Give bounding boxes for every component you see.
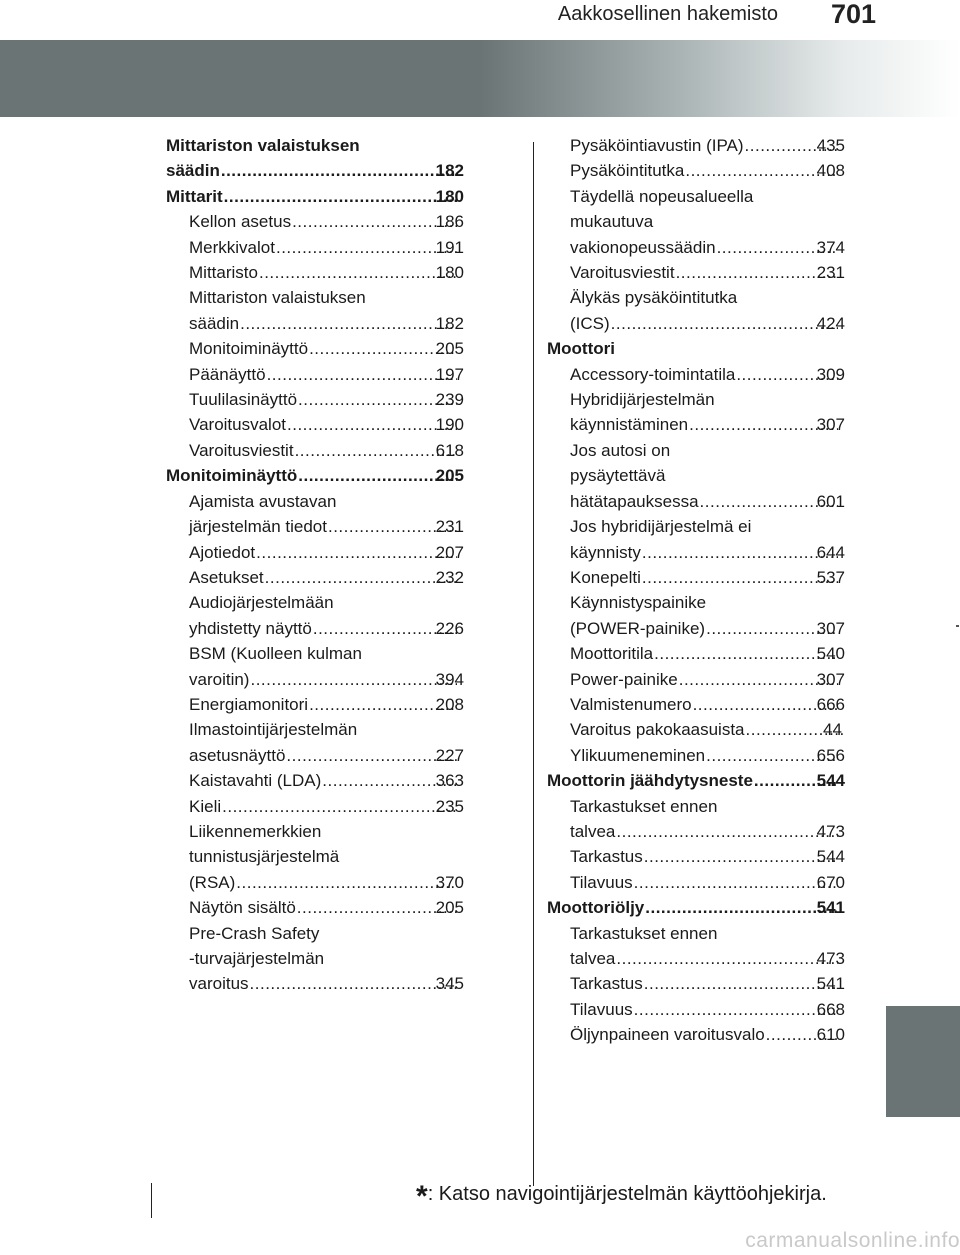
page-ref: 394 bbox=[435, 669, 464, 689]
page-ref: 424 bbox=[816, 313, 845, 333]
entry-text: Monitoiminäyttö bbox=[166, 466, 298, 486]
entry-text: (ICS) bbox=[570, 313, 610, 333]
bottom-left-rule bbox=[151, 1183, 152, 1218]
index-subentry bbox=[547, 565, 845, 590]
entry-text: Varoitusviestit bbox=[189, 440, 294, 460]
page-ref: 670 bbox=[816, 872, 845, 892]
index-subentry bbox=[547, 184, 845, 260]
page-ref: 541 bbox=[816, 974, 845, 994]
index-subentry bbox=[166, 540, 464, 565]
dot-leader bbox=[287, 412, 457, 437]
page-ref: 345 bbox=[435, 974, 464, 994]
entry-text-line: Tarkastukset ennen bbox=[570, 796, 718, 816]
index-subentry bbox=[547, 844, 845, 869]
entry-text: Valmistenumero bbox=[570, 694, 692, 714]
page-ref: 205 bbox=[435, 339, 464, 359]
dot-leader bbox=[693, 692, 838, 717]
page-ref: 473 bbox=[816, 949, 845, 968]
entry-text: asetusnäyttö bbox=[189, 745, 286, 765]
page-ref: 182 bbox=[435, 161, 464, 181]
dot-leader bbox=[259, 260, 457, 285]
dot-leader bbox=[642, 540, 838, 565]
dot-leader bbox=[676, 260, 838, 285]
entry-text: Moottoritila bbox=[570, 644, 654, 664]
dot-leader bbox=[611, 311, 838, 336]
dot-leader bbox=[295, 438, 457, 463]
entry-text-line: mukautuva bbox=[570, 212, 654, 232]
entry-text: järjestelmän tiedot bbox=[189, 517, 327, 537]
index-subentry bbox=[547, 1022, 845, 1047]
page-ref: 232 bbox=[435, 567, 464, 587]
dot-leader bbox=[634, 997, 838, 1022]
index-subentry bbox=[166, 590, 464, 641]
index-subentry bbox=[547, 438, 845, 514]
chapter-tab bbox=[886, 1006, 960, 1117]
dot-leader bbox=[276, 235, 457, 260]
index-subentry bbox=[166, 692, 464, 717]
dot-leader bbox=[644, 971, 838, 996]
index-subentry bbox=[166, 489, 464, 540]
page-ref: 363 bbox=[435, 771, 464, 791]
dot-leader bbox=[309, 692, 457, 717]
index-subentry bbox=[547, 667, 845, 692]
entry-text: Tarkastus bbox=[570, 974, 643, 994]
dot-leader bbox=[654, 641, 837, 666]
entry-text: vakionopeussäädin bbox=[570, 237, 716, 257]
dot-leader bbox=[298, 387, 457, 412]
entry-text: Accessory-toimintatila bbox=[570, 364, 736, 384]
page-ref: 186 bbox=[435, 212, 464, 232]
page-ref: 239 bbox=[435, 390, 464, 410]
entry-text: (POWER-painike) bbox=[570, 618, 706, 638]
dot-leader bbox=[265, 565, 457, 590]
dot-leader bbox=[309, 336, 457, 361]
page-ref: 473 bbox=[816, 821, 845, 841]
entry-text: säädin bbox=[189, 313, 240, 333]
page-ref: 618 bbox=[435, 440, 464, 460]
entry-text: Pysäköintiavustin (IPA) bbox=[570, 136, 744, 155]
watermark: carmanualsonline.info bbox=[745, 1229, 960, 1252]
page-ref: 540 bbox=[816, 644, 845, 664]
dot-leader bbox=[644, 844, 838, 869]
entry-text: Moottori bbox=[547, 339, 615, 359]
entry-text: Ajotiedot bbox=[189, 542, 256, 562]
index-subentry bbox=[547, 870, 845, 895]
entry-text-line: BSM (Kuolleen kulman bbox=[189, 644, 362, 664]
index-heading bbox=[166, 184, 464, 209]
entry-text: Kellon asetus bbox=[189, 212, 292, 232]
index-heading bbox=[166, 133, 464, 184]
index-subentry bbox=[547, 641, 845, 666]
index-subentry bbox=[547, 590, 845, 641]
entry-text-line: Jos autosi on bbox=[570, 440, 671, 460]
index-subentry bbox=[166, 438, 464, 463]
page-ref: 666 bbox=[816, 694, 845, 714]
entry-text: talvea bbox=[570, 821, 616, 841]
footnote-marker: * bbox=[416, 1180, 428, 1213]
index-subentry bbox=[166, 387, 464, 412]
index-subentry bbox=[547, 794, 845, 845]
entry-text: Mittarit bbox=[166, 186, 223, 206]
entry-text: varoitus bbox=[189, 974, 249, 994]
index-subentry bbox=[166, 895, 464, 920]
entry-text: Varoitusvalot bbox=[189, 415, 287, 435]
page-header bbox=[0, 2, 960, 32]
page-ref: 435 bbox=[816, 136, 845, 155]
index-subentry bbox=[166, 717, 464, 768]
index-column-right bbox=[547, 133, 845, 1048]
entry-text: Tilavuus bbox=[570, 872, 633, 892]
entry-text-line: Audiojärjestelmään bbox=[189, 593, 334, 613]
dot-leader bbox=[292, 209, 457, 234]
dot-leader bbox=[298, 463, 456, 488]
entry-text-line: Täydellä nopeusalueella bbox=[570, 186, 754, 206]
index-subentry bbox=[547, 362, 845, 387]
entry-text: käynnistäminen bbox=[570, 415, 689, 435]
dot-leader bbox=[250, 971, 457, 996]
entry-text: hätätapauksessa bbox=[570, 491, 699, 511]
entry-text: Näytön sisältö bbox=[189, 898, 296, 918]
index-subentry bbox=[547, 743, 845, 768]
page-ref: 227 bbox=[435, 745, 464, 765]
index-subentry bbox=[166, 412, 464, 437]
page-ref: 370 bbox=[435, 872, 464, 892]
entry-text: säädin bbox=[166, 161, 220, 181]
entry-text: Konepelti bbox=[570, 567, 641, 587]
index-subentry bbox=[547, 921, 845, 972]
entry-text-line: -turvajärjestelmän bbox=[189, 949, 325, 968]
entry-text-line: Mittariston valaistuksen bbox=[166, 136, 360, 155]
page-ref: 208 bbox=[435, 694, 464, 714]
index-subentry bbox=[166, 768, 464, 793]
page-ref: 197 bbox=[435, 364, 464, 384]
index-subentry bbox=[166, 921, 464, 997]
entry-text: Energiamonitori bbox=[189, 694, 309, 714]
entry-text-line: Jos hybridijärjestelmä ei bbox=[570, 517, 752, 537]
page-ref: 205 bbox=[435, 466, 464, 486]
page-ref: 307 bbox=[816, 415, 845, 435]
dot-leader bbox=[616, 819, 837, 844]
page-ref: 307 bbox=[816, 669, 845, 689]
page-ref: 374 bbox=[816, 237, 845, 257]
entry-text-line: Pre-Crash Safety bbox=[189, 923, 320, 943]
header-banner bbox=[0, 40, 960, 117]
entry-text-line: Älykäs pysäköintitutka bbox=[570, 288, 738, 308]
footnote bbox=[416, 1180, 827, 1214]
entry-text-line: Hybridijärjestelmän bbox=[570, 390, 715, 410]
index-subentry bbox=[166, 260, 464, 285]
page-ref: 207 bbox=[435, 542, 464, 562]
dot-leader bbox=[250, 667, 456, 692]
footnote-text: : Katso navigointijärjestelmän käyttöohjekirja. bbox=[427, 1183, 827, 1205]
dot-leader bbox=[634, 870, 838, 895]
entry-text: Kieli bbox=[189, 796, 222, 816]
index-subentry bbox=[166, 794, 464, 819]
page-ref: 644 bbox=[816, 542, 845, 562]
dot-leader bbox=[685, 158, 837, 183]
dot-leader bbox=[616, 946, 837, 971]
entry-text: Varoitusviestit bbox=[570, 263, 675, 283]
entry-text: Kaistavahti (LDA) bbox=[189, 771, 322, 791]
page-ref: 180 bbox=[435, 186, 464, 206]
index-subentry bbox=[166, 565, 464, 590]
column-divider bbox=[533, 142, 534, 1186]
index-subentry bbox=[166, 641, 464, 692]
entry-text-line: Käynnistyspainike bbox=[570, 593, 707, 613]
entry-text-line: Ajamista avustavan bbox=[189, 491, 337, 511]
index-subentry bbox=[547, 997, 845, 1022]
dot-leader bbox=[267, 362, 457, 387]
page-ref: 537 bbox=[816, 567, 845, 587]
dot-leader bbox=[240, 311, 457, 336]
entry-text-line: Liikennemerkkien bbox=[189, 821, 322, 841]
page-ref: 205 bbox=[435, 898, 464, 918]
index-subentry bbox=[547, 514, 845, 565]
page-ref: 180 bbox=[435, 263, 464, 283]
entry-text-line: tunnistusjärjestelmä bbox=[189, 847, 340, 867]
dot-leader bbox=[689, 412, 838, 437]
entry-text: yhdistetty näyttö bbox=[189, 618, 312, 638]
index-heading bbox=[547, 768, 845, 793]
page-ref: 544 bbox=[816, 847, 845, 867]
index-subentry bbox=[166, 362, 464, 387]
index-subentry bbox=[547, 260, 845, 285]
entry-text: Moottoriöljy bbox=[547, 898, 645, 918]
index-subentry bbox=[547, 285, 845, 336]
index-subentry bbox=[547, 133, 845, 158]
entry-text: Tilavuus bbox=[570, 999, 633, 1019]
page-ref: 610 bbox=[816, 1025, 845, 1045]
entry-text: Pysäköintitutka bbox=[570, 161, 685, 181]
dot-leader bbox=[645, 895, 837, 920]
dot-leader bbox=[224, 184, 457, 209]
index-heading bbox=[166, 463, 464, 488]
entry-text: Monitoiminäyttö bbox=[189, 339, 309, 359]
page-number: 701 bbox=[830, 0, 876, 29]
entry-text: Päänäyttö bbox=[189, 364, 266, 384]
page-ref: 668 bbox=[816, 999, 845, 1019]
page-ref: 307 bbox=[816, 618, 845, 638]
page-ref: 601 bbox=[816, 491, 845, 511]
entry-text: (RSA) bbox=[189, 872, 236, 892]
dot-leader bbox=[286, 743, 456, 768]
page-ref: 656 bbox=[816, 745, 845, 765]
entry-text: Asetukset bbox=[189, 567, 264, 587]
entry-text-line: pysäytettävä bbox=[570, 466, 666, 486]
page-ref: 231 bbox=[816, 263, 845, 283]
index-column-left bbox=[166, 133, 464, 997]
index-subentry bbox=[166, 819, 464, 895]
dot-leader bbox=[221, 158, 457, 183]
page-ref: 182 bbox=[435, 313, 464, 333]
entry-text: Power-painike bbox=[570, 669, 678, 689]
entry-text-line: Tarkastukset ennen bbox=[570, 923, 718, 943]
dot-leader bbox=[222, 794, 457, 819]
page-ref: 309 bbox=[816, 364, 845, 384]
page-ref: 544 bbox=[816, 771, 845, 791]
entry-text: Tuulilasinäyttö bbox=[189, 390, 298, 410]
dot-leader bbox=[236, 870, 456, 895]
section-title: Aakkosellinen hakemisto bbox=[557, 3, 778, 25]
index-subentry: Varoitus pakokaasuista ..... 44 bbox=[547, 717, 845, 742]
index-subentry bbox=[547, 971, 845, 996]
page-ref: 541 bbox=[816, 898, 845, 918]
index-subentry bbox=[166, 285, 464, 336]
edge-mark bbox=[956, 625, 959, 627]
page-ref: 235 bbox=[435, 796, 464, 816]
page-ref: 231 bbox=[435, 517, 464, 537]
entry-text-line: Mittariston valaistuksen bbox=[189, 288, 366, 308]
entry-text: Moottorin jäähdytysneste bbox=[547, 771, 753, 791]
entry-text: Varoitus pakokaasuista bbox=[570, 720, 745, 740]
entry-text: varoitin) bbox=[189, 669, 250, 689]
entry-text: Ylikuumeneminen bbox=[570, 745, 706, 765]
page-ref: 191 bbox=[435, 237, 464, 257]
index-heading bbox=[547, 895, 845, 920]
index-subentry bbox=[166, 336, 464, 361]
entry-text: käynnisty bbox=[570, 542, 641, 562]
dot-leader bbox=[642, 565, 838, 590]
entry-text: talvea bbox=[570, 949, 616, 968]
dot-leader bbox=[297, 895, 457, 920]
entry-text: Merkkivalot bbox=[189, 237, 275, 257]
index-subentry bbox=[166, 235, 464, 260]
page-ref: 408 bbox=[816, 161, 845, 181]
dot-leader bbox=[256, 540, 456, 565]
entry-text: Mittaristo bbox=[189, 263, 258, 283]
index-subentry bbox=[547, 692, 845, 717]
page-ref: 190 bbox=[435, 415, 464, 435]
dot-leader bbox=[679, 667, 838, 692]
entry-text-line: Ilmastointijärjestelmän bbox=[189, 720, 358, 740]
entry-text: Tarkastus bbox=[570, 847, 643, 867]
index-subentry bbox=[547, 387, 845, 438]
index-subentry bbox=[166, 209, 464, 234]
page-ref: 226 bbox=[435, 618, 464, 638]
entry-text: Öljynpaineen varoitusvalo bbox=[570, 1025, 765, 1045]
index-heading bbox=[547, 336, 845, 361]
index-subentry bbox=[547, 158, 845, 183]
